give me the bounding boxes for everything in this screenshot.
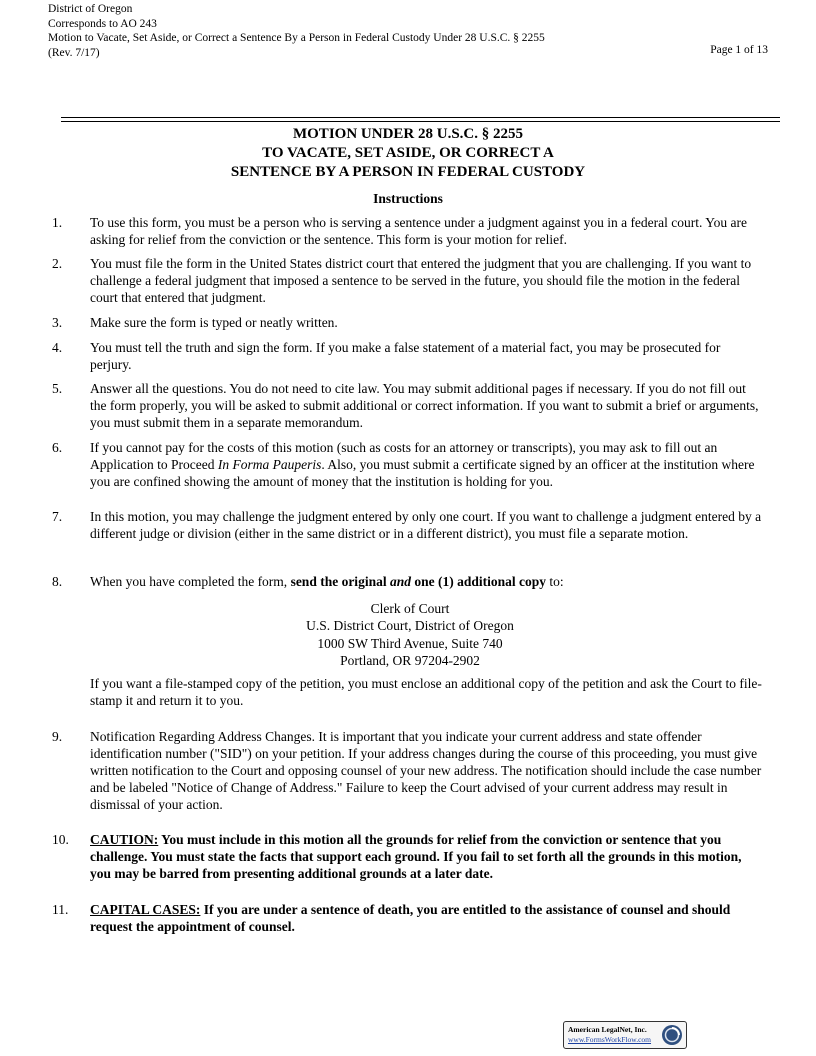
item-text: If you want a file-stamped copy of the petition, you must enclose an additional copy of the petition and ask the Court to file-stamp it and return it to you. (90, 676, 762, 708)
title-line-2: TO VACATE, SET ASIDE, OR CORRECT A (262, 145, 554, 161)
address-line-4: Portland, OR 97204-2902 (340, 652, 480, 668)
item-number: 6. (52, 440, 63, 455)
header-form-title: Motion to Vacate, Set Aside, or Correct a Sentence By a Person in Federal Custody Under 28 U.S.C. § 2255 (48, 32, 545, 44)
item-text-part: If you are under a sentence of death, you are entitled to the assistance of counsel and should request the appointment of counsel. (90, 902, 731, 934)
page-number: Page 1 of 13 (710, 44, 768, 56)
item-text-bold: one (1) additional copy (410, 574, 546, 589)
globe-icon (661, 1024, 683, 1046)
instruction-item-8-followup (52, 675, 764, 709)
instruction-item-7 (52, 508, 764, 542)
item-text (90, 901, 764, 935)
item-number: 8. (52, 574, 63, 589)
document-title (0, 125, 816, 182)
logo-link[interactable]: www.FormsWorkFlow.com (568, 1035, 652, 1044)
item-number: 9. (52, 729, 63, 744)
item-text-part: If you cannot pay for the costs of this motion (such as costs for an attorney or transcripts), you may ask to fill out an Application to Proceed (90, 440, 718, 472)
logo-company: American LegalNet, Inc. (568, 1025, 647, 1034)
instruction-item-2 (52, 255, 764, 306)
item-text-part: to: (545, 574, 564, 589)
item-number: 10. (52, 832, 69, 847)
item-number: 4. (52, 340, 63, 355)
divider-top (61, 117, 780, 118)
instructions-heading: Instructions (373, 191, 443, 206)
title-line-3: SENTENCE BY A PERSON IN FEDERAL CUSTODY (230, 164, 586, 180)
item-text (90, 831, 764, 882)
instruction-item-10 (52, 831, 764, 882)
item-text-part: . Also, you must submit a certificate signed by an officer at the institution where you are confined showing the amount of money that the institution is holding for you. (90, 457, 755, 489)
caution-label: CAUTION: (90, 832, 159, 847)
mailing-address (0, 600, 816, 669)
item-number: 2. (52, 256, 63, 271)
instruction-item-11 (52, 901, 764, 935)
item-text-bold-italic: and (389, 574, 411, 589)
instruction-item-1 (52, 214, 764, 248)
instruction-item-9 (52, 728, 764, 813)
page-header (48, 2, 545, 60)
instruction-item-4 (52, 339, 764, 373)
title-line-1: MOTION UNDER 28 U.S.C. § 2255 (292, 126, 523, 142)
instruction-item-6 (52, 439, 764, 490)
item-number: 1. (52, 215, 63, 230)
item-text-bold: send the original (290, 574, 390, 589)
item-text: In this motion, you may challenge the judgment entered by only one court. If you want to challenge a judgment entered by a different judge or division (either in the same district or in a different district), you must file a separate motion. (90, 509, 762, 541)
item-number: 5. (52, 381, 63, 396)
item-text-italic: In Forma Pauperis (217, 457, 322, 472)
item-text: Answer all the questions. You do not need to cite law. You may submit additional pages if necessary. If you do not fill out the form properly, you will be asked to submit additional or correct information. If you want to submit a brief or arguments, you must submit them in a separate memorandum. (90, 381, 759, 430)
instruction-item-5 (52, 380, 764, 431)
item-text: Make sure the form is typed or neatly written. (90, 315, 338, 330)
item-text (90, 439, 764, 490)
publisher-logo[interactable] (563, 1021, 687, 1049)
item-number: 11. (52, 902, 69, 917)
item-text: You must file the form in the United States district court that entered the judgment that you are challenging. If you want to challenge a federal judgment that imposed a sentence to be served in the future, you should file the motion in the federal court that entered that judgment. (90, 256, 752, 305)
item-text: Notification Regarding Address Changes. It is important that you indicate your current address and state offender identification number ("SID") on your petition. If your address changes during the course of this proceeding, you must give written notification to the Court and opposing counsel of your new address. The notification should include the case number and be labeled "Notice of Change of Address." Failure to keep the Court advised of your current address may result in dismissal of your action. (90, 729, 762, 812)
address-line-3: 1000 SW Third Avenue, Suite 740 (317, 635, 503, 651)
address-line-2: U.S. District Court, District of Oregon (306, 618, 514, 634)
item-text-part: You must include in this motion all the grounds for relief from the conviction or sentence that you challenge. You must state the facts that support each ground. If you fail to set forth all the grounds in this motion, you may be barred from presenting additional grounds at a later date. (90, 832, 742, 881)
header-corresponds: Corresponds to AO 243 (48, 17, 157, 30)
instruction-item-3 (52, 314, 764, 331)
item-text-part: When you have completed the form, (90, 574, 291, 589)
item-text: To use this form, you must be a person who is serving a sentence under a judgment against you in a federal court. You are asking for relief from the conviction or the sentence. This form is your motion for relief. (90, 215, 748, 247)
item-text (90, 573, 764, 590)
capital-cases-label: CAPITAL CASES: (90, 902, 201, 917)
instruction-item-8 (52, 573, 764, 590)
header-revision: (Rev. 7/17) (48, 46, 100, 59)
address-line-1: Clerk of Court (370, 601, 450, 616)
item-number: 7. (52, 509, 63, 524)
item-text: You must tell the truth and sign the form. If you make a false statement of a material fact, you may be prosecuted for perjury. (90, 340, 721, 372)
divider-bottom (61, 121, 780, 122)
header-district: District of Oregon (48, 3, 133, 15)
item-number: 3. (52, 315, 63, 330)
